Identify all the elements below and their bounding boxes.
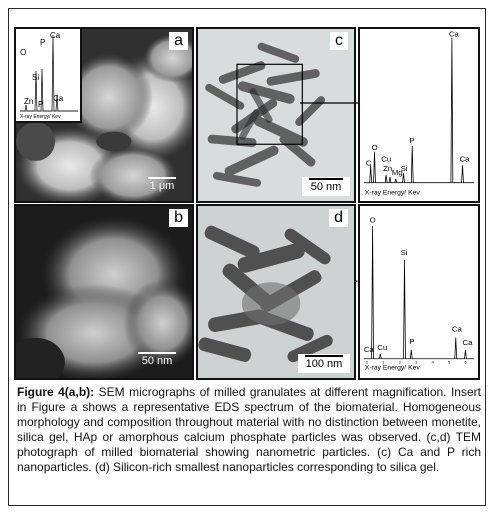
peak-label: Cu [381, 154, 392, 164]
peak-label: Cu [377, 343, 388, 353]
scale-bar-a [142, 177, 182, 193]
eds-spectrum-d-plot [360, 206, 478, 378]
inset-peak-label: Si [32, 73, 40, 82]
panel-label-a: a [169, 32, 188, 50]
peak-label: P [409, 337, 415, 347]
sem-panel-b [14, 204, 194, 380]
scale-label-b: 50 nm [141, 355, 173, 367]
eds-inset-a [16, 29, 82, 123]
peak-label: Ca [363, 344, 374, 354]
panel-label-c: c [330, 32, 348, 50]
inset-x-axis-label: X-ray Energy/ Kev [20, 114, 61, 120]
svg-text:1: 1 [382, 360, 385, 365]
eds-inset-spectrum-a [16, 29, 80, 121]
peak-label: Ca [451, 324, 462, 334]
tem-image-c [198, 29, 354, 201]
peak-label: Si [400, 164, 408, 174]
inset-peak-label: O [20, 48, 27, 57]
caption-text: SEM micrographs of milled granulates at different magnification. Insert in Figure a shows a representative EDS spectrum of the biomaterial. Homogeneous morphology and composition throughout material with no distinction between monetite, silica gel, HAp or amorphous calcium phosphate particles was observed. (c,d) TEM photograph of milled biomaterial showing nanometric particles. (c) Ca and P rich nanoparticles. (d) Silicon-rich smallest nanoparticles corresponding to silica gel. [17, 385, 481, 474]
scale-label-a: 1 μm [149, 180, 175, 192]
eds-spectrum-d [358, 204, 480, 380]
peak-label: P [409, 136, 415, 146]
caption-label: Figure 4(a,b): [17, 385, 95, 399]
peak-label: Zn [383, 164, 393, 174]
peak-label: C [365, 158, 372, 168]
peak-label: Si [400, 248, 408, 258]
peak-label: Ca [462, 338, 473, 348]
svg-text:5: 5 [448, 360, 451, 365]
peak-label: Mg [391, 167, 403, 177]
x-axis-label-d: X-ray Energy/ Kev [364, 364, 420, 372]
scale-bar-b [134, 352, 180, 368]
figure-caption [17, 385, 481, 475]
peak-label: Ca [448, 29, 459, 39]
svg-text:0: 0 [365, 360, 368, 365]
inset-peak-label: Ca [50, 31, 61, 40]
scale-label-c: 50 nm [310, 181, 342, 193]
inset-peak-label: P [38, 100, 44, 109]
scale-label-d: 100 nm [305, 358, 343, 370]
eds-spectrum-c [358, 27, 480, 203]
peak-label: O [369, 215, 376, 225]
tem-panel-d [196, 204, 356, 380]
sem-panel-a [14, 27, 194, 203]
scale-bar-d [298, 354, 350, 373]
inset-peak-label: Ca [53, 94, 64, 103]
panel-label-b: b [169, 209, 188, 227]
svg-text:3: 3 [415, 360, 418, 365]
inset-peak-label: P [40, 38, 46, 47]
svg-text:4: 4 [431, 360, 434, 365]
svg-text:6: 6 [464, 360, 467, 365]
scale-bar-c [302, 177, 350, 196]
panel-label-d: d [329, 209, 348, 227]
x-axis-label-c: X-ray Energy/ Kev [364, 189, 420, 197]
eds-spectrum-c-plot [360, 29, 478, 201]
inset-peak-label: Zn [24, 97, 34, 106]
peak-label: Ca [459, 154, 470, 164]
tem-image-d [198, 206, 354, 378]
tem-panel-c [196, 27, 356, 203]
peak-label: O [371, 142, 378, 152]
svg-text:2: 2 [398, 360, 401, 365]
